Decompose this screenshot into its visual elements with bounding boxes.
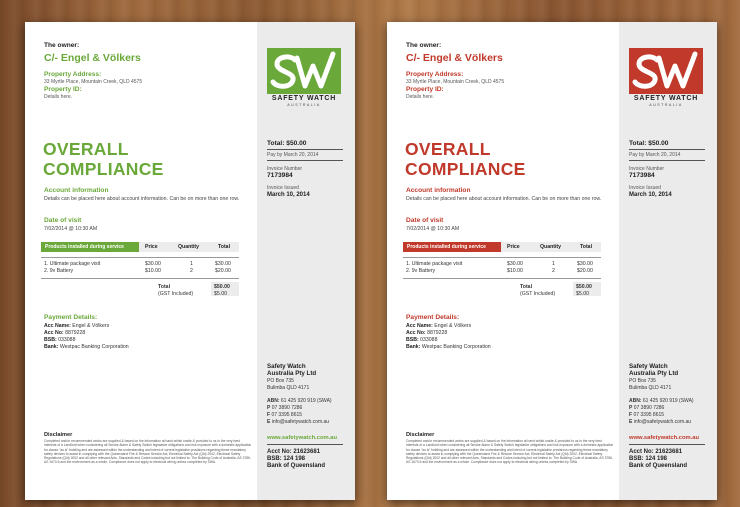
table-row-2-total: $20.00 xyxy=(577,268,593,274)
payment-bsb: BSB: 033088 xyxy=(44,337,76,343)
company-name: Safety Watch xyxy=(267,363,306,370)
company-suburb: Bulimba QLD 4171 xyxy=(629,385,672,391)
company-phone: P 07 3890 7286 xyxy=(629,405,665,411)
table-divider xyxy=(403,278,601,279)
company-fax: F 07 3395 8615 xyxy=(629,412,665,418)
company-website-link[interactable]: www.safetywatch.com.au xyxy=(267,435,338,441)
payment-acc-name: Acc Name: Engel & Völkers xyxy=(44,323,110,329)
invoice-sheet-left xyxy=(25,22,355,500)
price-column-header: Price xyxy=(145,244,158,250)
payment-bsb: BSB: 033088 xyxy=(406,337,438,343)
property-address-value: 33 Myrtle Place, Mountain Creek, QLD 4575 xyxy=(406,79,505,85)
sw-logo-mark-icon xyxy=(629,48,703,94)
table-row-2-item: 2. 9v Battery xyxy=(406,268,436,274)
bank-bsb: BSB: 124 198 xyxy=(629,456,668,462)
account-info-label: Account information xyxy=(44,187,109,194)
company-name: Safety Watch xyxy=(629,363,668,370)
quantity-column-header: Quantity xyxy=(540,244,562,250)
total-column-header: Total xyxy=(218,244,231,250)
products-header-label: Products installed during service xyxy=(45,244,124,250)
property-id-label: Property ID: xyxy=(406,86,444,93)
invoice-total: Total: $50.00 xyxy=(629,140,669,147)
table-row-1-price: $30.00 xyxy=(507,261,523,267)
disclaimer-text: Completed and/or recommended works are supplied & based on the information at hand whilst onsite & provided to us in the very best interests of a Landlord when considering all Smoke Alarm & Safety Switch legislative obligations and risk exposure with a domestic application for clause "as is" building and are assessed within the understanding and intent of current legislative provisions regarding these mandatory safety devices to assist in complying with the Queensland Fire & Rescue Service Act, Electrical Safety Act (Qld) 2002, Electrical Safety Regulations (Qld) 2002 and all other relevant Acts, Standards and Codes including but not limited to: The Building Code of Australia, AS 3786, AS 1670.6 and the environment as a whole. Compliance does not apply to electrical wiring unless completed by SWA. xyxy=(44,439,252,465)
company-suburb: Bulimba QLD 4171 xyxy=(267,385,310,391)
products-header-bar xyxy=(41,242,139,252)
compliance-title-line2: COMPLIANCE xyxy=(405,159,526,179)
owner-label: The owner: xyxy=(44,42,80,49)
account-info-label: Account information xyxy=(406,187,471,194)
invoice-main-column xyxy=(25,22,257,500)
payment-acc-no: Acc No: 8879228 xyxy=(406,330,448,336)
logo-subtitle: AUSTRALIA xyxy=(287,103,321,107)
quantity-column-header: Quantity xyxy=(178,244,200,250)
table-row-1-qty: 1 xyxy=(190,261,193,267)
safety-watch-logo xyxy=(267,48,341,94)
compliance-title-line1: OVERALL xyxy=(405,139,491,159)
payment-bank: Bank: Westpac Banking Corporation xyxy=(44,344,129,350)
table-row-2-item: 2. 9v Battery xyxy=(44,268,74,274)
invoice-number-label: Invoice Number xyxy=(629,166,665,172)
products-header-bar xyxy=(403,242,501,252)
disclaimer-label: Disclaimer xyxy=(44,432,73,438)
property-address-label: Property Address: xyxy=(406,71,464,78)
total-rule xyxy=(267,149,343,150)
total-rule xyxy=(629,160,705,161)
company-name-line2: Australia Pty Ltd xyxy=(267,370,317,377)
logo-subtitle: AUSTRALIA xyxy=(649,103,683,107)
price-column-header: Price xyxy=(507,244,520,250)
date-of-visit-label: Date of visit xyxy=(406,217,444,224)
bank-acct-no: Acct No: 21623681 xyxy=(629,449,683,455)
total-rule xyxy=(267,160,343,161)
pay-by-date: Pay by March 20, 2014 xyxy=(267,152,319,158)
table-row-2-qty: 2 xyxy=(552,268,555,274)
table-total-value: $50.00 xyxy=(576,284,592,290)
company-abn: ABN: 61 425 920 919 (SWA) xyxy=(267,398,332,404)
table-gst-label: (GST Included) xyxy=(520,291,556,297)
table-gst-value: $5.00 xyxy=(214,291,227,297)
invoice-sidebar xyxy=(257,22,355,500)
bank-name: Bank of Queensland xyxy=(629,463,688,469)
payment-details-label: Payment Details: xyxy=(406,314,460,321)
company-po-box: PO Box 735 xyxy=(267,378,294,384)
company-fax: F 07 3395 8615 xyxy=(267,412,303,418)
table-row-2-qty: 2 xyxy=(190,268,193,274)
table-total-label: Total xyxy=(158,284,171,290)
table-total-value: $50.00 xyxy=(214,284,230,290)
invoice-sidebar xyxy=(619,22,717,500)
owner-name: C/- Engel & Völkers xyxy=(406,52,503,64)
invoice-total: Total: $50.00 xyxy=(267,140,307,147)
bank-bsb: BSB: 124 198 xyxy=(267,456,306,462)
table-row-2-total: $20.00 xyxy=(215,268,231,274)
table-row-1-qty: 1 xyxy=(552,261,555,267)
table-divider xyxy=(41,278,239,279)
invoice-issued-date: March 10, 2014 xyxy=(267,192,310,198)
company-email: E info@safetywatch.com.au xyxy=(267,419,330,425)
payment-acc-name: Acc Name: Engel & Völkers xyxy=(406,323,472,329)
table-row-1-item: 1. Ultimate package visit xyxy=(406,261,463,267)
invoice-issued-label: Invoice Issued xyxy=(267,185,299,191)
website-rule xyxy=(267,444,343,445)
bank-acct-no: Acct No: 21623681 xyxy=(267,449,321,455)
bank-name: Bank of Queensland xyxy=(267,463,326,469)
date-of-visit-label: Date of visit xyxy=(44,217,82,224)
disclaimer-label: Disclaimer xyxy=(406,432,435,438)
invoice-number-value: 7173984 xyxy=(267,172,293,179)
safety-watch-logo xyxy=(629,48,703,94)
website-rule xyxy=(629,444,705,445)
total-rule xyxy=(629,149,705,150)
company-phone: P 07 3890 7286 xyxy=(267,405,303,411)
logo-wordmark: SAFETY WATCH xyxy=(633,95,699,102)
pay-by-date: Pay by March 20, 2014 xyxy=(629,152,681,158)
invoice-main-column xyxy=(387,22,619,500)
company-po-box: PO Box 735 xyxy=(629,378,656,384)
property-id-value: Details here. xyxy=(44,94,73,100)
table-row-2-price: $10.00 xyxy=(145,268,161,274)
date-of-visit-value: 7/02/2014 @ 10:30 AM xyxy=(44,226,98,232)
table-row-2-price: $10.00 xyxy=(507,268,523,274)
table-row-1-total: $30.00 xyxy=(577,261,593,267)
owner-label: The owner: xyxy=(406,42,442,49)
company-email: E info@safetywatch.com.au xyxy=(629,419,692,425)
payment-acc-no: Acc No: 8879228 xyxy=(44,330,86,336)
sw-logo-mark-icon xyxy=(267,48,341,94)
products-header-label: Products installed during service xyxy=(407,244,486,250)
property-id-value: Details here. xyxy=(406,94,435,100)
table-gst-label: (GST Included) xyxy=(158,291,194,297)
table-divider xyxy=(403,257,601,258)
disclaimer-text: Completed and/or recommended works are supplied & based on the information at hand whilst onsite & provided to us in the very best interests of a Landlord when considering all Smoke Alarm & Safety Switch legislative obligations and risk exposure with a domestic application for clause "as is" building and are assessed within the understanding and intent of current legislative provisions regarding these mandatory safety devices to assist in complying with the Queensland Fire & Rescue Service Act, Electrical Safety Act (Qld) 2002, Electrical Safety Regulations (Qld) 2002 and all other relevant Acts, Standards and Codes including but not limited to: The Building Code of Australia, AS 3786, AS 1670.6 and the environment as a whole. Compliance does not apply to electrical wiring unless completed by SWA. xyxy=(406,439,614,465)
table-gst-value: $5.00 xyxy=(576,291,589,297)
table-divider xyxy=(41,257,239,258)
owner-name: C/- Engel & Völkers xyxy=(44,52,141,64)
property-id-label: Property ID: xyxy=(44,86,82,93)
total-column-header: Total xyxy=(580,244,593,250)
table-row-1-item: 1. Ultimate package visit xyxy=(44,261,101,267)
invoice-number-label: Invoice Number xyxy=(267,166,303,172)
table-row-1-price: $30.00 xyxy=(145,261,161,267)
compliance-title-line2: COMPLIANCE xyxy=(43,159,164,179)
invoice-number-value: 7173984 xyxy=(629,172,655,179)
account-info-value: Details can be placed here about account information. Can be on more than one row. xyxy=(44,196,240,202)
logo-wordmark: SAFETY WATCH xyxy=(271,95,337,102)
account-info-value: Details can be placed here about account information. Can be on more than one row. xyxy=(406,196,602,202)
invoice-sheet-right xyxy=(387,22,717,500)
invoice-issued-label: Invoice Issued xyxy=(629,185,661,191)
table-row-1-total: $30.00 xyxy=(215,261,231,267)
payment-bank: Bank: Westpac Banking Corporation xyxy=(406,344,491,350)
company-website-link[interactable]: www.safetywatch.com.au xyxy=(629,435,700,441)
company-name-line2: Australia Pty Ltd xyxy=(629,370,679,377)
invoice-issued-date: March 10, 2014 xyxy=(629,192,672,198)
payment-details-label: Payment Details: xyxy=(44,314,98,321)
company-abn: ABN: 61 425 920 919 (SWA) xyxy=(629,398,694,404)
date-of-visit-value: 7/02/2014 @ 10:30 AM xyxy=(406,226,460,232)
compliance-title-line1: OVERALL xyxy=(43,139,129,159)
property-address-value: 33 Myrtle Place, Mountain Creek, QLD 4575 xyxy=(44,79,143,85)
table-total-label: Total xyxy=(520,284,533,290)
property-address-label: Property Address: xyxy=(44,71,102,78)
